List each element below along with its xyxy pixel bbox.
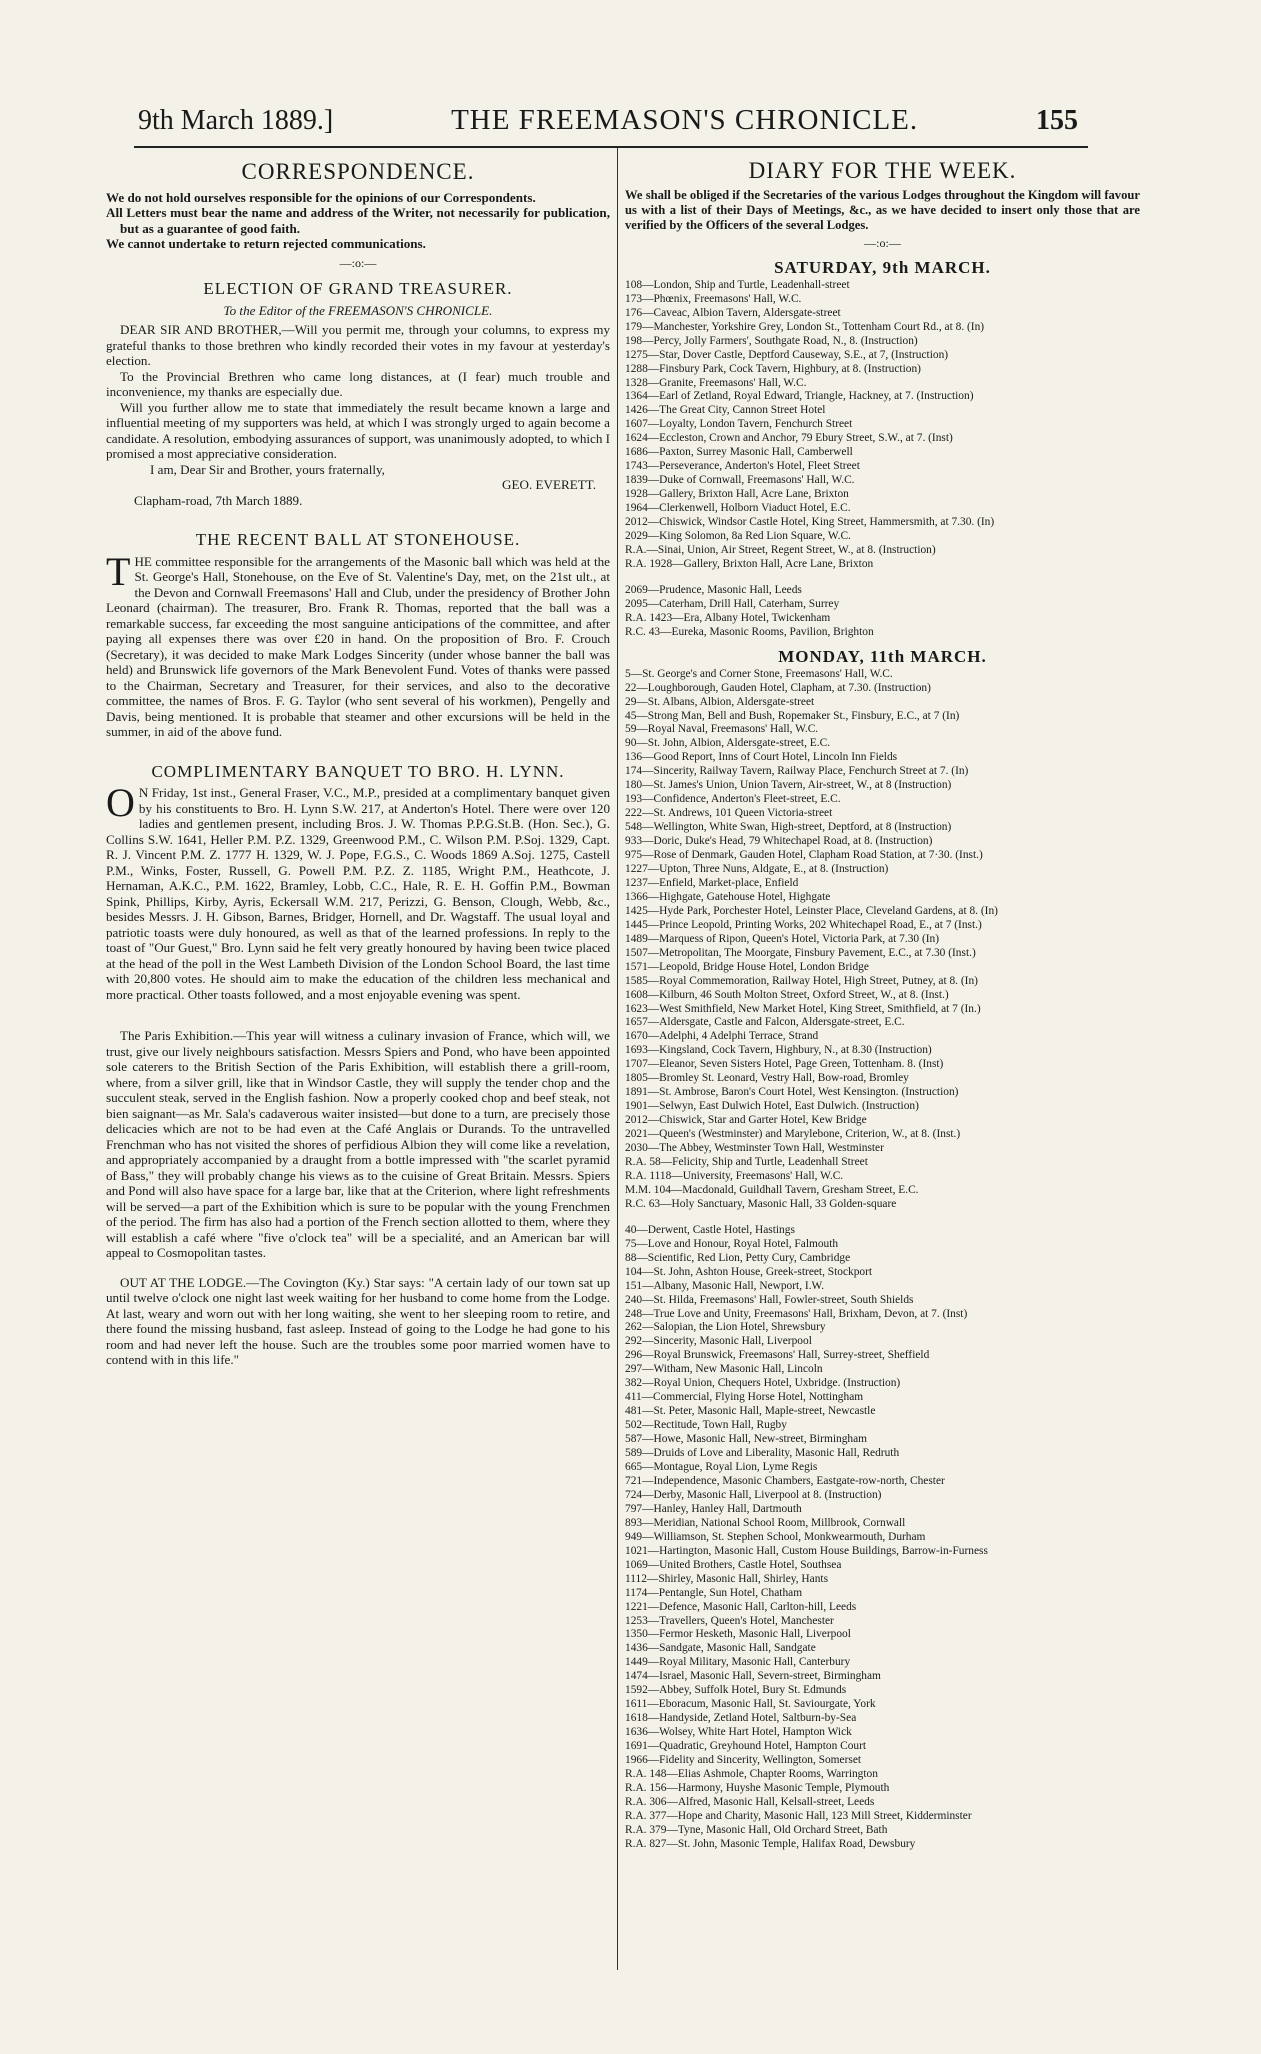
lodge-entry: 173—Phœnix, Freemasons' Hall, W.C. xyxy=(625,292,802,305)
right-column xyxy=(625,150,1140,1852)
lodge-entry: 222—St. Andrews, 101 Queen Victoria-street xyxy=(625,807,833,820)
lodge-entry: 248—True Love and Unity, Freemasons' Hall, Brixham, Devon, at 7. (Inst) xyxy=(625,1307,968,1320)
lodge-entry: 1707—Eleanor, Seven Sisters Hotel, Page Green, Tottenham. 8. (Inst) xyxy=(625,1058,944,1071)
lodge-entry: R.A. 58—Felicity, Ship and Turtle, Leadenhall Street xyxy=(625,1156,868,1168)
separator: —:o:— xyxy=(339,255,377,270)
paper-title: THE FREEMASON'S CHRONICLE. xyxy=(451,104,919,136)
lodge-entry: 292—Sincerity, Masonic Hall, Liverpool xyxy=(625,1335,812,1348)
lodge-entry: R.A. 377—Hope and Charity, Masonic Hall, 123 Mill Street, Kidderminster xyxy=(625,1809,972,1822)
lodge-entry: 262—Salopian, the Lion Hotel, Shrewsbury xyxy=(625,1321,826,1334)
lodge-entry: R.A. 1423—Era, Albany Hotel, Twickenham xyxy=(625,611,831,624)
lodge-entry: 1021—Hartington, Masonic Hall, Custom House Buildings, Barrow-in-Furness xyxy=(625,1544,988,1557)
out-at-lodge-paragraph: OUT AT THE LODGE.—The Covington (Ky.) Star says: "A certain lady of our town sat up until twelve o'clock one night last week waiting for her husband to come home from the Lodge. At last, weary and worn out with her long waiting, she went to her sleeping room to retire, and there found the missing husband, fast asleep. Instead of going to the Lodge he had gone to his room and had never left the house. Such are the troubles some poor married women have to contend with in this life." xyxy=(106,1274,610,1367)
lodge-entry: 1670—Adelphi, 4 Adelphi Terrace, Strand xyxy=(625,1030,819,1043)
lodge-entry: 411—Commercial, Flying Horse Hotel, Nottingham xyxy=(625,1391,864,1404)
lodge-entry: 1489—Marquess of Ripon, Queen's Hotel, Victoria Park, at 7.30 (In) xyxy=(625,932,940,945)
lodge-entry: 29—St. Albans, Albion, Aldersgate-street xyxy=(625,695,815,708)
lodge-entry: 548—Wellington, White Swan, High-street, Deptford, at 8 (Instruction) xyxy=(625,821,952,834)
lodge-entry: 1221—Defence, Masonic Hall, Carlton-hill, Leeds xyxy=(625,1600,857,1613)
correspondence-title: CORRESPONDENCE. xyxy=(241,159,475,184)
issue-date: 9th March 1889.] xyxy=(138,105,334,136)
lodge-entry: 1227—Upton, Three Nuns, Aldgate, E., at 8. (Instruction) xyxy=(625,862,889,875)
disclaimer-3: We cannot undertake to return rejected communications. xyxy=(106,236,426,251)
lodge-entry: 75—Love and Honour, Royal Hotel, Falmouth xyxy=(625,1237,839,1250)
banquet-text xyxy=(106,780,610,1002)
lodge-entry: 2012—Chiswick, Star and Garter Hotel, Kew Bridge xyxy=(625,1114,867,1127)
lodge-entry: 136—Good Report, Inns of Court Hotel, Lincoln Inn Fields xyxy=(625,751,898,764)
diary-intro: We shall be obliged if the Secretaries of the various Lodges throughout the Kingdom will favour us with a list of their Days of Meetings, &c., as we have decided to insert only those that are verified by the Officers of the several Lodges. xyxy=(625,187,1140,232)
lodge-entry: 1611—Eboracum, Masonic Hall, St. Saviourgate, York xyxy=(625,1698,876,1711)
lodge-entry: 22—Loughborough, Gauden Hotel, Clapham, at 7.30. (Instruction) xyxy=(625,681,931,694)
lodge-entry: M.M. 104—Macdonald, Guildhall Tavern, Gresham Street, E.C. xyxy=(625,1183,919,1196)
lodge-entry: R.A. 306—Alfred, Masonic Hall, Kelsall-street, Leeds xyxy=(625,1795,875,1808)
lodge-entry: 1839—Duke of Cornwall, Freemasons' Hall, W.C. xyxy=(625,474,855,487)
monday-lodge-list xyxy=(625,668,1140,1212)
lodge-entry: 2029—King Solomon, 8a Red Lion Square, W.C. xyxy=(625,530,851,543)
lodge-entry: R.C. 63—Holy Sanctuary, Masonic Hall, 33 Golden-square xyxy=(625,1197,897,1210)
lodge-entry: 88—Scientific, Red Lion, Petty Cury, Cambridge xyxy=(625,1251,851,1264)
lodge-entry: 40—Derwent, Castle Hotel, Hastings xyxy=(625,1223,795,1236)
page-number: 155 xyxy=(1036,105,1078,136)
lodge-entry: 1426—The Great City, Cannon Street Hotel xyxy=(625,404,826,417)
header-rule xyxy=(134,146,1088,148)
lodge-entry: 1275—Star, Dover Castle, Deptford Causeway, S.E., at 7, (Instruction) xyxy=(625,348,949,361)
election-paragraph-1: DEAR SIR AND BROTHER,—Will you permit me, through your columns, to express my grateful thanks to those brethren who kindly recorded their votes in my favour at yesterday's election. xyxy=(106,322,610,368)
lodge-entry: 1253—Travellers, Queen's Hotel, Manchester xyxy=(625,1614,834,1627)
lodge-entry: 104—St. John, Ashton House, Greek-street, Stockport xyxy=(625,1265,873,1278)
disclaimer-1: We do not hold ourselves responsible for the opinions of our Correspondents. xyxy=(106,189,536,205)
lodge-entry: R.A. 827—St. John, Masonic Temple, Halifax Road, Dewsbury xyxy=(625,1837,916,1850)
lodge-entry: 1657—Aldersgate, Castle and Falcon, Aldersgate-street, E.C. xyxy=(625,1016,905,1029)
lodge-entry: 481—St. Peter, Masonic Hall, Maple-street, Newcastle xyxy=(625,1405,876,1418)
lodge-entry: 1693—Kingsland, Cock Tavern, Highbury, N., at 8.30 (Instruction) xyxy=(625,1044,932,1057)
lodge-entry: 587—Howe, Masonic Hall, New-street, Birmingham xyxy=(625,1433,868,1446)
lodge-entry: 1436—Sandgate, Masonic Hall, Sandgate xyxy=(625,1642,816,1655)
lodge-entry: 665—Montague, Royal Lion, Lyme Regis xyxy=(625,1461,818,1474)
lodge-entry: 933—Doric, Duke's Head, 79 Whitechapel Road, at 8. (Instruction) xyxy=(625,835,933,848)
lodge-entry: 108—London, Ship and Turtle, Leadenhall-street xyxy=(625,278,850,291)
lodge-entry: 382—Royal Union, Chequers Hotel, Uxbridge. (Instruction) xyxy=(625,1377,901,1390)
lodge-entry: 1608—Kilburn, 46 South Molton Street, Oxford Street, W., at 8. (Inst.) xyxy=(625,988,949,1001)
column-divider xyxy=(617,148,618,1970)
lodge-entry: 1691—Quadratic, Greyhound Hotel, Hampton Court xyxy=(625,1740,867,1753)
lodge-entry: 1805—Bromley St. Leonard, Vestry Hall, Bow-road, Bromley xyxy=(625,1072,909,1085)
election-paragraph-2: To the Provincial Brethren who came long distances, at (I fear) much trouble and inconvenience, my thanks are especially due. xyxy=(106,368,610,399)
lodge-entry: 179—Manchester, Yorkshire Grey, London St., Tottenham Court Rd., at 8. (In) xyxy=(625,320,985,333)
lodge-entry: R.A. 1118—University, Freemasons' Hall, W.C. xyxy=(625,1169,844,1182)
ball-title: THE RECENT BALL AT STONEHOUSE. xyxy=(195,530,521,549)
ball-text xyxy=(106,548,610,740)
lodge-entry: 296—Royal Brunswick, Freemasons' Hall, Surrey-street, Sheffield xyxy=(625,1349,930,1362)
lodge-entry: 45—Strong Man, Bell and Bush, Ropemaker St., Finsbury, E.C., at 7 (In) xyxy=(625,709,960,722)
monday-heading: MONDAY, 11th MARCH. xyxy=(778,646,987,666)
election-title: ELECTION OF GRAND TREASURER. xyxy=(203,279,513,298)
lodge-entry: 176—Caveac, Albion Tavern, Aldersgate-street xyxy=(625,306,841,319)
lodge-entry: 1607—Loyalty, London Tavern, Fenchurch Street xyxy=(625,418,853,431)
monday-provincial-list xyxy=(625,1224,1140,1852)
lodge-entry: 5—St. George's and Corner Stone, Freemasons' Hall, W.C. xyxy=(625,667,893,680)
election-signature: GEO. EVERETT. xyxy=(502,477,596,492)
lodge-entry: 502—Rectitude, Town Hall, Rugby xyxy=(625,1419,787,1432)
lodge-entry: 1237—Enfield, Market-place, Enfield xyxy=(625,876,799,889)
lodge-entry: 1901—Selwyn, East Dulwich Hotel, East Dulwich. (Instruction) xyxy=(625,1100,919,1113)
election-closing: I am, Dear Sir and Brother, yours fraternally, xyxy=(150,461,385,477)
lodge-entry: 193—Confidence, Anderton's Fleet-street, E.C. xyxy=(625,793,841,806)
lodge-entry: 1366—Highgate, Gatehouse Hotel, Highgate xyxy=(625,890,831,903)
lodge-entry: 1449—Royal Military, Masonic Hall, Canterbury xyxy=(625,1656,851,1669)
lodge-entry: 1891—St. Ambrose, Baron's Court Hotel, West Kensington. (Instruction) xyxy=(625,1086,959,1099)
lodge-entry: 2021—Queen's (Westminster) and Marylebone, Criterion, W., at 8. (Inst.) xyxy=(625,1128,961,1141)
lodge-entry: 1112—Shirley, Masonic Hall, Shirley, Hants xyxy=(625,1572,828,1585)
lodge-entry: 1928—Gallery, Brixton Hall, Acre Lane, Brixton xyxy=(625,488,849,501)
lodge-entry: 297—Witham, New Masonic Hall, Lincoln xyxy=(625,1363,823,1376)
lodge-entry: 174—Sincerity, Railway Tavern, Railway Place, Fenchurch Street at 7. (In) xyxy=(625,765,969,778)
banquet-title: COMPLIMENTARY BANQUET TO BRO. H. LYNN. xyxy=(151,761,565,781)
page-header xyxy=(138,104,1078,144)
lodge-entry: R.A. 1928—Gallery, Brixton Hall, Acre Lane, Brixton xyxy=(625,557,874,570)
lodge-entry: 198—Percy, Jolly Farmers', Southgate Road, N., 8. (Instruction) xyxy=(625,334,918,347)
lodge-entry: 1364—Earl of Zetland, Royal Edward, Triangle, Hackney, at 7. (Instruction) xyxy=(625,390,974,403)
lodge-entry: R.A.—Sinai, Union, Air Street, Regent Street, W., at 8. (Instruction) xyxy=(625,543,936,556)
lodge-entry: 180—St. James's Union, Union Tavern, Air-street, W., at 8 (Instruction) xyxy=(625,779,952,792)
diary-title: DIARY FOR THE WEEK. xyxy=(748,158,1017,183)
lodge-entry: R.A. 156—Harmony, Huyshe Masonic Temple, Plymouth xyxy=(625,1781,890,1794)
lodge-entry: 721—Independence, Masonic Chambers, Eastgate-row-north, Chester xyxy=(625,1474,945,1487)
saturday-heading: SATURDAY, 9th MARCH. xyxy=(774,257,991,277)
lodge-entry: 1592—Abbey, Suffolk Hotel, Bury St. Edmunds xyxy=(625,1684,847,1697)
lodge-entry: R.C. 43—Eureka, Masonic Rooms, Pavilion, Brighton xyxy=(625,625,874,638)
lodge-entry: 1288—Finsbury Park, Cock Tavern, Highbury, at 8. (Instruction) xyxy=(625,362,921,375)
election-place: Clapham-road, 7th March 1889. xyxy=(134,492,303,508)
lodge-entry: 1425—Hyde Park, Porchester Hotel, Leinster Place, Cleveland Gardens, at 8. (In) xyxy=(625,904,998,917)
lodge-entry: 1350—Fermor Hesketh, Masonic Hall, Liverpool xyxy=(625,1628,851,1641)
lodge-entry: 724—Derby, Masonic Hall, Liverpool at 8. (Instruction) xyxy=(625,1488,882,1501)
lodge-entry: 1966—Fidelity and Sincerity, Wellington, Somerset xyxy=(625,1754,862,1767)
lodge-entry: 1174—Pentangle, Sun Hotel, Chatham xyxy=(625,1586,803,1599)
lodge-entry: 1474—Israel, Masonic Hall, Severn-street, Birmingham xyxy=(625,1670,881,1683)
lodge-entry: 1328—Granite, Freemasons' Hall, W.C. xyxy=(625,376,807,389)
banquet-dropcap: O xyxy=(106,780,135,825)
saturday-lodge-list xyxy=(625,279,1140,572)
lodge-entry: 1585—Royal Commemoration, Railway Hotel, High Street, Putney, at 8. (In) xyxy=(625,974,978,987)
lodge-entry: R.A. 379—Tyne, Masonic Hall, Old Orchard Street, Bath xyxy=(625,1823,888,1836)
lodge-entry: 589—Druids of Love and Liberality, Masonic Hall, Redruth xyxy=(625,1447,900,1460)
lodge-entry: 1445—Prince Leopold, Printing Works, 202 Whitechapel Road, E., at 7 (Inst.) xyxy=(625,918,982,931)
lodge-entry: 2012—Chiswick, Windsor Castle Hotel, King Street, Hammersmith, at 7.30. (In) xyxy=(625,516,995,529)
lodge-entry: 151—Albany, Masonic Hall, Newport, I.W. xyxy=(625,1279,825,1292)
left-column xyxy=(106,150,610,1368)
lodge-entry: 1069—United Brothers, Castle Hotel, Southsea xyxy=(625,1558,842,1571)
lodge-entry: 949—Williamson, St. Stephen School, Monkwearmouth, Durham xyxy=(625,1530,926,1543)
ball-dropcap: T xyxy=(106,548,131,594)
ball-body: HE committee responsible for the arrangements of the Masonic ball which was held at the St. George's Hall, Stonehouse, on the Eve of St. Valentine's Day, met, on the 21st ult., at the Devon and Cornwall Freemasons' Hall and Club, under the presidency of Brother John Leonard (chairman). The treasurer, Bro. Frank R. Thomas, reported that the ball was a remarkable success, far exceeding the most sanguine anticipations of the committee, and after paying all expenses there was over £20 in hand. On the proposition of Bro. F. Crouch (Secretary), it was decided to make Mark Lodges Sincerity (under whose banner the ball was held) and Brunswick life governors of the Mark Benevolent Fund. Votes of thanks were passed to the Chairman, Secretary and Treasurer, for their services, and also to the decorative committee, the names of Bros. F. G. Taylor (who sent several of his workmen), Pengelly and Davis, being mentioned. It is probable that steamer and other excursions will be held in the summer, in aid of the above fund. xyxy=(106,553,610,739)
lodge-entry: 1623—West Smithfield, New Market Hotel, King Street, Smithfield, at 7 (In.) xyxy=(625,1002,981,1015)
lodge-entry: 240—St. Hilda, Freemasons' Hall, Fowler-street, South Shields xyxy=(625,1293,914,1306)
lodge-entry: 1624—Eccleston, Crown and Anchor, 79 Ebury Street, S.W., at 7. (Inst) xyxy=(625,432,953,445)
paris-exhibition-paragraph: The Paris Exhibition.—This year will witness a culinary invasion of France, which will, we trust, give our lively neighbours satisfaction. Messrs Spiers and Pond, who have been appointed sole caterers to the British Section of the Paris Exhibition, will establish there a grill-room, where, from a silver grill, like that in Windsor Castle, they will supply the tender chop and the succulent steak, served in the English fashion. Now a properly cooked chop and beef steak, not bien saignant—as Mr. Sala's cadaverous waiter insisted—but done to a turn, are precisely those delicacies which are not to be had even at the Café Anglais or Durands. To the untravelled Frenchman who has not visited the shores of perfidious Albion they will come like a revelation, and appropriately accompanied by a draught from a bottle impressed with "the scarlet pyramid of Bass," they will probably change his views as to the cuisine of Great Britain. Messrs. Spiers and Pond will also have space for a large bar, like that at the Criterion, where light refreshments will be served—a part of the Exhibition which is sure to be popular with the young Frenchmen of the period. The firm has also had a portion of the French section allotted to them, where they will establish a café where "five o'clock tea" will be a specialité, and an American bar will appeal to Cosmopolitan tastes. xyxy=(106,1028,610,1260)
lodge-entry: 1743—Perseverance, Anderton's Hotel, Fleet Street xyxy=(625,460,860,473)
banquet-body: N Friday, 1st inst., General Fraser, V.C., M.P., presided at a complimentary banquet given by his constituents to Bro. H. Lynn S.W. 217, at Anderton's Hotel. There were over 120 ladies and gentlemen present, including Bros. J. W. Thomas P.P.G.St.B. (Hon. Sec.), G. Collins S.W. 1641, Heller P.M. P.Z. 1329, Greenwood P.M., C. Wilson P.M. P.Soj. 1329, Capt. R. J. Vincent P.M. Z. 1777 H. 1329, W. J. Pope, F.G.S., C. Woods 1869 A.Soj. 1275, Castell P.M., Winks, Foster, Russell, G. Powell P.M. P.Z. Z. 1185, Wright P.M., Heathcote, J. Hernaman, A.K.C., P.M. 1622, Bramley, Lobb, C.C., Hale, R. E. H. Goffin P.M., Bowman Spink, Phillips, Kirby, Ayris, Eckersall W.M. 217, Perizzi, G. Benson, Clough, Webb, &c., besides Messrs. J. H. Gibson, Barnes, Bridger, Hornell, and Dr. Wagstaff. The usual loyal and patriotic toasts were duly honoured, as well as that of the learned professions. In reply to the toast of "Our Guest," Bro. Lynn said he felt very greatly honoured by having been twice placed at the head of the poll in the West Lambeth Division of the London School Board, the last time with 20,800 votes. He should aim to make the education of the children less mechanical and more practical. Other toasts followed, and a most enjoyable evening was spent. xyxy=(106,785,610,1002)
lodge-entry: 797—Hanley, Hanley Hall, Dartmouth xyxy=(625,1502,802,1515)
lodge-entry: 2030—The Abbey, Westminster Town Hall, Westminster xyxy=(625,1142,884,1155)
lodge-entry: 1618—Handyside, Zetland Hotel, Saltburn-by-Sea xyxy=(625,1712,857,1725)
diary-separator: —:o:— xyxy=(864,235,901,250)
lodge-entry: 1636—Wolsey, White Hart Hotel, Hampton Wick xyxy=(625,1726,852,1739)
lodge-entry: 90—St. John, Albion, Aldersgate-street, E.C. xyxy=(625,737,831,750)
lodge-entry: 2095—Caterham, Drill Hall, Caterham, Surrey xyxy=(625,597,840,610)
lodge-entry: 59—Royal Naval, Freemasons' Hall, W.C. xyxy=(625,723,819,736)
lodge-entry: 1964—Clerkenwell, Holborn Viaduct Hotel, E.C. xyxy=(625,502,851,515)
lodge-entry: 2069—Prudence, Masonic Hall, Leeds xyxy=(625,583,802,596)
lodge-entry: 975—Rose of Denmark, Gauden Hotel, Clapham Road Station, at 7·30. (Inst.) xyxy=(625,849,983,862)
lodge-entry: 1686—Paxton, Surrey Masonic Hall, Camberwell xyxy=(625,446,853,459)
election-addressee: To the Editor of the FREEMASON'S CHRONICLE. xyxy=(223,302,493,318)
lodge-entry: 893—Meridian, National School Room, Millbrook, Cornwall xyxy=(625,1516,906,1529)
disclaimer-2: All Letters must bear the name and address of the Writer, not necessarily for publication, but as a guarantee of good faith. xyxy=(106,205,610,236)
saturday-provincial-list xyxy=(625,584,1140,640)
lodge-entry: 1507—Metropolitan, The Moorgate, Finsbury Pavement, E.C., at 7.30 (Inst.) xyxy=(625,946,976,959)
lodge-entry: 1571—Leopold, Bridge House Hotel, London Bridge xyxy=(625,960,869,973)
election-paragraph-3: Will you further allow me to state that immediately the result became known a large and influential meeting of my supporters was held, at which I was strongly urged to again become a candidate. A resolution, embodying assurances of support, was unanimously adopted, to which I promised a most appreciative consideration. xyxy=(106,399,611,461)
lodge-entry: R.A. 148—Elias Ashmole, Chapter Rooms, Warrington xyxy=(625,1767,878,1780)
